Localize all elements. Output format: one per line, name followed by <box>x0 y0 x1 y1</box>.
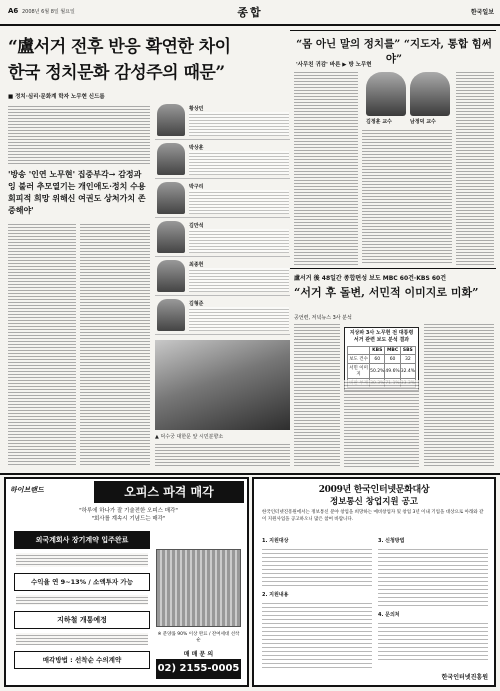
table-cell: 60 <box>370 355 385 364</box>
table-row <box>348 364 416 379</box>
notice-title: 2009년 한국인터넷문화대상 <box>318 485 430 495</box>
contact-label: 매 매 문 의 <box>183 651 214 658</box>
poll-title: 지상파 3사 노무현 전 대통령 서거 관련 보도 분석 결과 <box>349 330 414 343</box>
column-header: MBC <box>385 347 400 355</box>
portrait-photo <box>157 182 185 214</box>
ad-note: ※ 분양률 90% 이상 완료 / 잔여세대 선착순 <box>157 632 240 643</box>
article1-lead-text <box>8 104 150 164</box>
panel-person <box>155 218 290 257</box>
public-notice-ad <box>252 477 496 687</box>
portrait-photo <box>157 299 185 331</box>
table-cell: 32.4% <box>400 364 415 379</box>
article2-headline: “몸 아닌 말의 정치를” “지도자, 통합 힘써야” <box>296 38 492 65</box>
article3-body-col1 <box>294 322 340 468</box>
headline-line-2: 한국 정치문화 감성주의 때문” <box>8 63 225 83</box>
ad-feature-box: 매각방법 : 선착순 수의계약 <box>14 651 150 669</box>
panel-name: 최종헌 <box>189 262 204 268</box>
notice-section-text <box>378 620 488 660</box>
panel-quote <box>189 229 289 253</box>
table-cell: 60 <box>385 355 400 364</box>
ad-subtitle-line: "회사를 계속시 기념드는 매각" <box>91 516 166 522</box>
column-header: SBS <box>400 347 415 355</box>
ad-title: 오피스 파격 매각 <box>94 481 244 503</box>
issue-date: 2008년 6월 8일 월요일 <box>22 9 75 15</box>
headline-line-1: “盧서거 전후 반응 확연한 차이 <box>8 37 231 57</box>
panel-name: 박구리 <box>189 184 204 190</box>
table-header-row <box>348 347 416 355</box>
article1-body-col3 <box>155 442 290 468</box>
panel-name: 황상민 <box>189 106 204 112</box>
table-cell: 서민 이미지 <box>348 364 370 379</box>
ad-subtitle-line: "하루에 하나가 잘 기술전한 오피스 매각" <box>79 508 178 514</box>
article3-headline: “서거 후 돌변, 서민적 이미지로 미화” <box>294 286 479 299</box>
article3-byline: 공언련, 저녁뉴스 3사 분석 <box>294 315 352 321</box>
office-sale-ad <box>4 477 249 687</box>
mug-label: 김정훈 교수 <box>366 119 392 125</box>
article3-body-col3 <box>424 322 494 468</box>
article2-body-col3 <box>456 70 494 265</box>
notice-issuer: 한국인터넷진흥원 <box>441 674 488 681</box>
panel-name: 김만석 <box>189 223 204 229</box>
panel-quote <box>189 268 289 292</box>
page-number: A6 <box>8 7 19 15</box>
expert-panel <box>155 101 290 335</box>
notice-section-text <box>378 546 488 606</box>
panel-person <box>155 101 290 140</box>
ad-feature-box: 지하철 개통예정 <box>14 611 150 629</box>
paper-name: 한국일보 <box>470 9 494 16</box>
divider <box>290 268 496 269</box>
ad-feature-text <box>16 553 148 567</box>
ad-feature-box: 외국계회사 장기계약 입주완료 <box>14 531 150 549</box>
article1-byline: ■ 정치·심리·문화계 학자 노무현 신드롬 <box>8 94 105 100</box>
article3-kicker: 盧서거 後 48일간 종합편성 보도 MBC 60건·KBS 60건 <box>294 275 446 282</box>
notice-section-heading: 1. 지원대상 <box>262 538 289 544</box>
table-cell: 50.2% <box>370 364 385 379</box>
panel-quote <box>189 151 289 175</box>
table-cell: 49.6% <box>385 364 400 379</box>
divider <box>290 30 496 31</box>
contact-phone: 02) 2155-0005 <box>156 659 241 679</box>
mug-label: 남정덕 교수 <box>410 119 436 125</box>
article1-body-col1 <box>8 222 76 467</box>
notice-section-heading: 4. 문의처 <box>378 612 400 618</box>
panel-quote <box>189 112 289 136</box>
panel-name: 김형준 <box>189 301 204 307</box>
masthead <box>0 0 500 26</box>
ad-brand: 하이브랜드 <box>10 486 44 494</box>
notice-section-text <box>262 600 372 670</box>
panel-person <box>155 296 290 335</box>
panel-person <box>155 257 290 296</box>
photo-caption: ▲ 덕수궁 대한문 앞 시민분향소 <box>155 434 224 440</box>
notice-section-heading: 3. 신청방법 <box>378 538 405 544</box>
ad-subtitle <box>16 507 241 523</box>
portrait-photo <box>157 143 185 175</box>
panel-person <box>155 179 290 218</box>
panel-quote <box>189 190 289 214</box>
panel-person <box>155 140 290 179</box>
memorial-photo <box>155 340 290 440</box>
ad-feature-box: 수익율 연 9~13% / 소액투자 가능 <box>14 573 150 591</box>
column-header <box>348 347 370 355</box>
ad-feature-text <box>16 595 148 605</box>
column-header: KBS <box>370 347 385 355</box>
panel-quote <box>189 307 289 331</box>
panel-name: 박상훈 <box>189 145 204 151</box>
table-row <box>348 355 416 364</box>
table-cell: 32 <box>400 355 415 364</box>
portrait-photo <box>157 221 185 253</box>
article1-body-col2 <box>80 222 150 467</box>
ad-feature-text <box>16 633 148 645</box>
article3-body-col2 <box>344 380 419 468</box>
article2-body-col2 <box>362 128 452 265</box>
section-title: 종합 <box>237 6 263 19</box>
notice-intro: 한국인터넷진흥원에서는 정보통신 분야 창업을 희망하는 예비창업자 및 창업 3년 이내 기업을 대상으로 아래와 같이 지원사업을 공고하오니 많은 참여 바랍니다. <box>262 510 484 522</box>
notice-section-heading: 2. 지원내용 <box>262 592 289 598</box>
portrait-photo <box>157 104 185 136</box>
article2-body-col1 <box>294 70 358 265</box>
portrait-photo <box>366 72 406 116</box>
notice-subtitle: 정보통신 창업지원 공고 <box>329 497 419 507</box>
table-cell: 보도 건수 <box>348 355 370 364</box>
portrait-photo <box>157 260 185 292</box>
building-image <box>156 549 241 627</box>
divider <box>0 473 500 475</box>
article1-headline <box>8 34 308 86</box>
notice-section-text <box>262 546 372 586</box>
portrait-photo <box>410 72 450 116</box>
article1-subhead: '방송 '인연 노무현' 집중부각→ 감정과잉 불러 추모열기는 개인애도·정치 수용 회피적 희망 위해신 여권도 상처가치 존중해야' <box>8 169 146 215</box>
article2-kicker: '사무친 귀감' 바른 ▶ 방 노무현 <box>296 62 372 68</box>
